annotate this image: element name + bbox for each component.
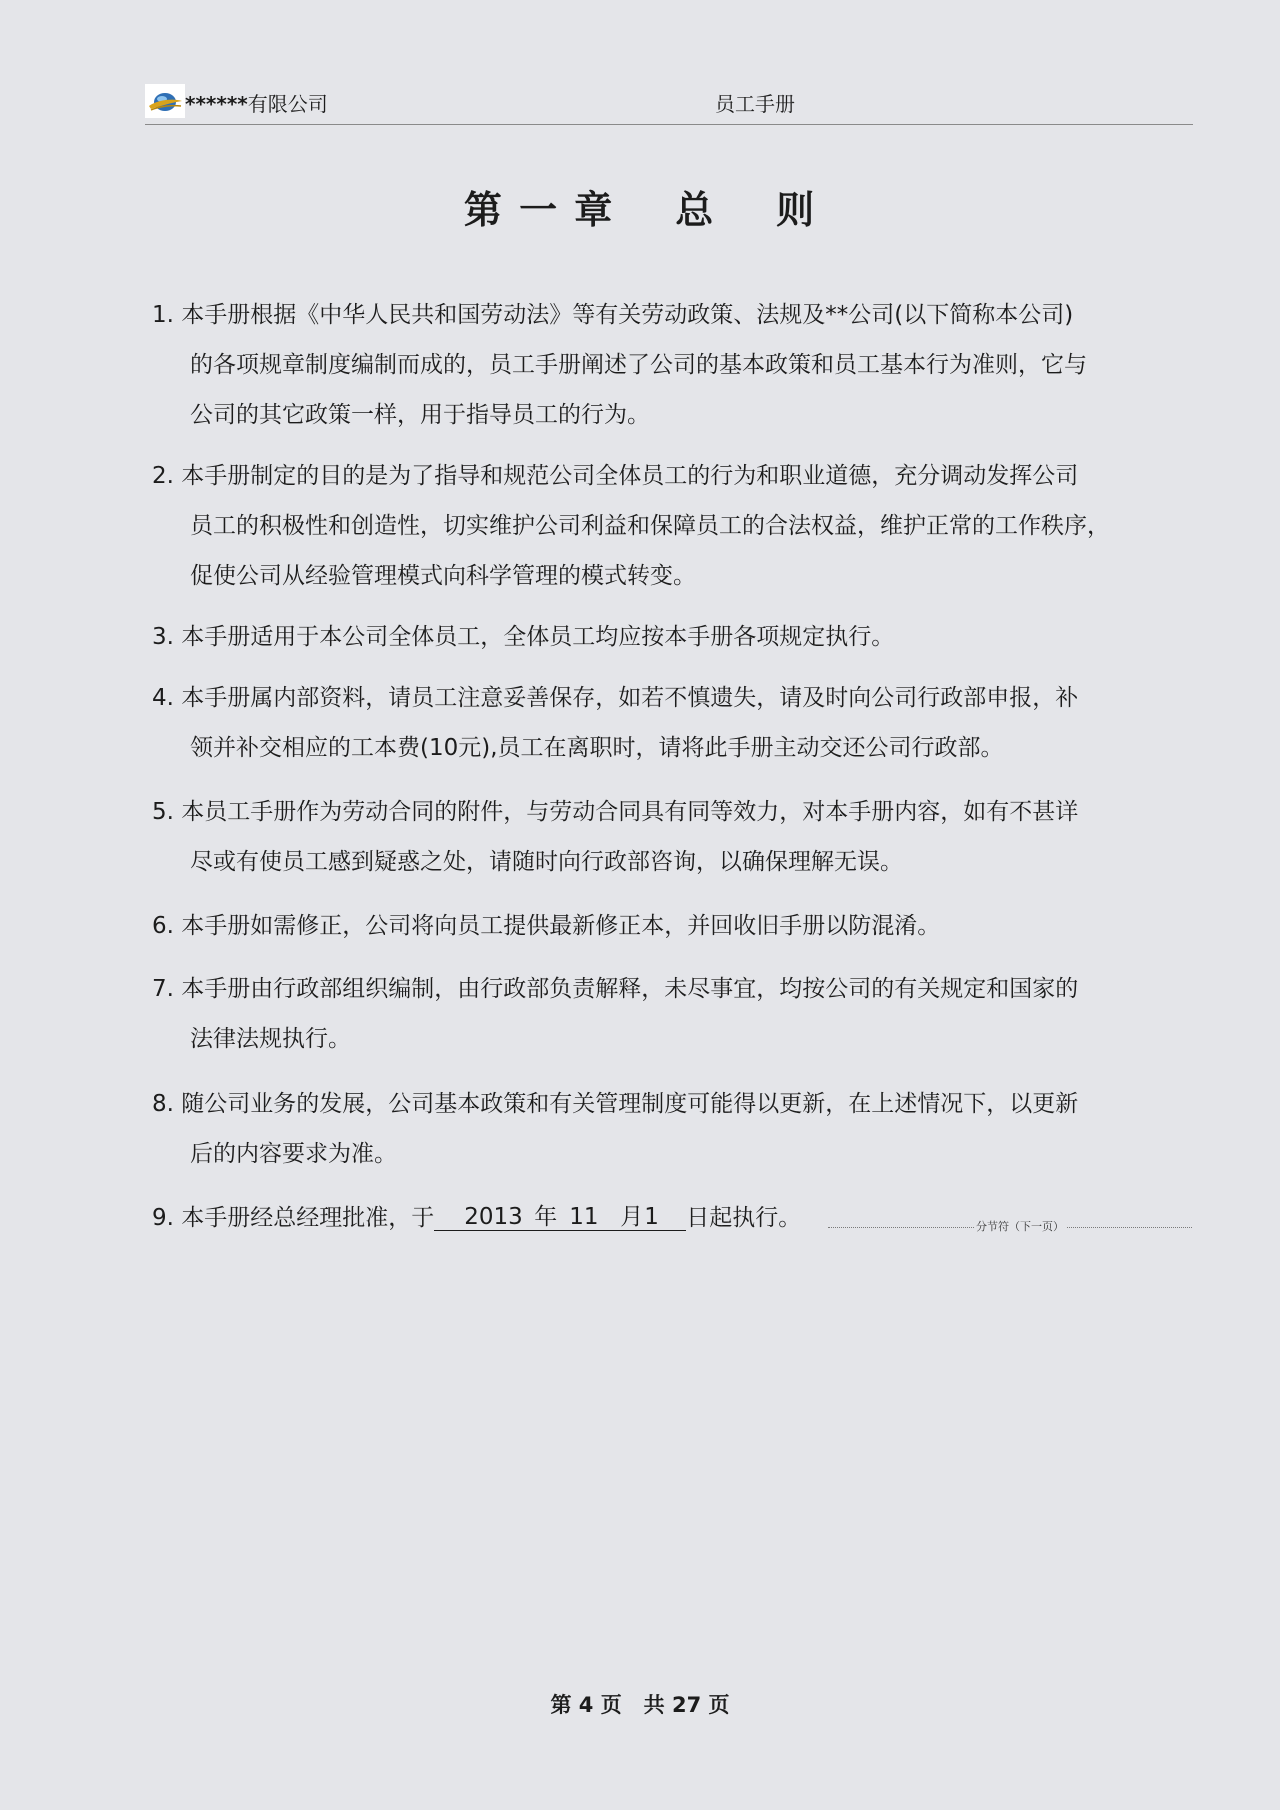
page-number: 第 4 页 共 27 页 [550, 1693, 730, 1717]
item-line: 3. 本手册适用于本公司全体员工，全体员工均应按本手册各项规定执行。 [152, 624, 895, 650]
item-line: 员工的积极性和创造性，切实维护公司利益和保障员工的合法权益，维护正常的工作秩序， [190, 513, 1110, 539]
item-line: 法律法规执行。 [190, 1026, 351, 1052]
effective-date-year-unit: 年 [534, 1204, 558, 1230]
effective-date-month: 11 [569, 1204, 599, 1230]
item-line: 4. 本手册属内部资料，请员工注意妥善保存，如若不慎遗失，请及时向公司行政部申报，补 [152, 685, 1079, 711]
item-line [152, 1193, 1192, 1243]
list-item [152, 787, 1192, 887]
list-item-effective-date [152, 1193, 1192, 1243]
page-header [145, 84, 1193, 125]
effective-date-year: 2013 [464, 1204, 523, 1230]
company-logo-icon [145, 84, 185, 118]
item-line: 后的内容要求为准。 [190, 1141, 397, 1167]
list-item [152, 290, 1192, 440]
effective-date-prefix: 9. 本手册经总经理批准，于 [152, 1205, 435, 1231]
list-item [152, 1079, 1192, 1179]
effective-date-field [434, 1200, 686, 1231]
item-line: 1. 本手册根据《中华人民共和国劳动法》等有关劳动政策、法规及**公司(以下简称本公司) [152, 302, 1074, 328]
item-line: 5. 本员工手册作为劳动合同的附件，与劳动合同具有同等效力，对本手册内容，如有不甚详 [152, 799, 1079, 825]
item-line: 促使公司从经验管理模式向科学管理的模式转变。 [190, 563, 696, 589]
company-name-masked: ****** [185, 92, 248, 116]
document-title: 员工手册 [715, 92, 795, 116]
list-item [152, 612, 1192, 662]
item-line: 的各项规章制度编制而成的，员工手册阐述了公司的基本政策和员工基本行为准则，它与 [190, 352, 1087, 378]
list-item [152, 964, 1192, 1064]
effective-date-month-unit: 月 [620, 1204, 644, 1230]
item-line: 6. 本手册如需修正，公司将向员工提供最新修正本，并回收旧手册以防混淆。 [152, 913, 941, 939]
company-name [185, 92, 328, 116]
list-item [152, 451, 1192, 601]
list-item [152, 673, 1192, 773]
chapter-title: 第 一 章 总 则 [463, 188, 817, 232]
item-line: 领并补交相应的工本费(10元),员工在离职时，请将此手册主动交还公司行政部。 [190, 735, 1004, 761]
item-line: 8. 随公司业务的发展，公司基本政策和有关管理制度可能得以更新，在上述情况下，以更新 [152, 1091, 1079, 1117]
item-line: 公司的其它政策一样，用于指导员工的行为。 [190, 402, 650, 428]
item-line: 2. 本手册制定的目的是为了指导和规范公司全体员工的行为和职业道德，充分调动发挥公司 [152, 463, 1079, 489]
effective-date-day: 1 [644, 1204, 659, 1230]
list-item [152, 901, 1192, 951]
item-line: 7. 本手册由行政部组织编制，由行政部负责解释，未尽事宜，均按公司的有关规定和国家的 [152, 976, 1079, 1002]
item-line: 尽或有使员工感到疑惑之处，请随时向行政部咨询，以确保理解无误。 [190, 849, 903, 875]
company-name-suffix: 有限公司 [247, 92, 328, 116]
section-break-label: 分节符（下一页） [976, 1220, 1064, 1233]
effective-date-suffix: 日起执行。 [686, 1205, 802, 1231]
